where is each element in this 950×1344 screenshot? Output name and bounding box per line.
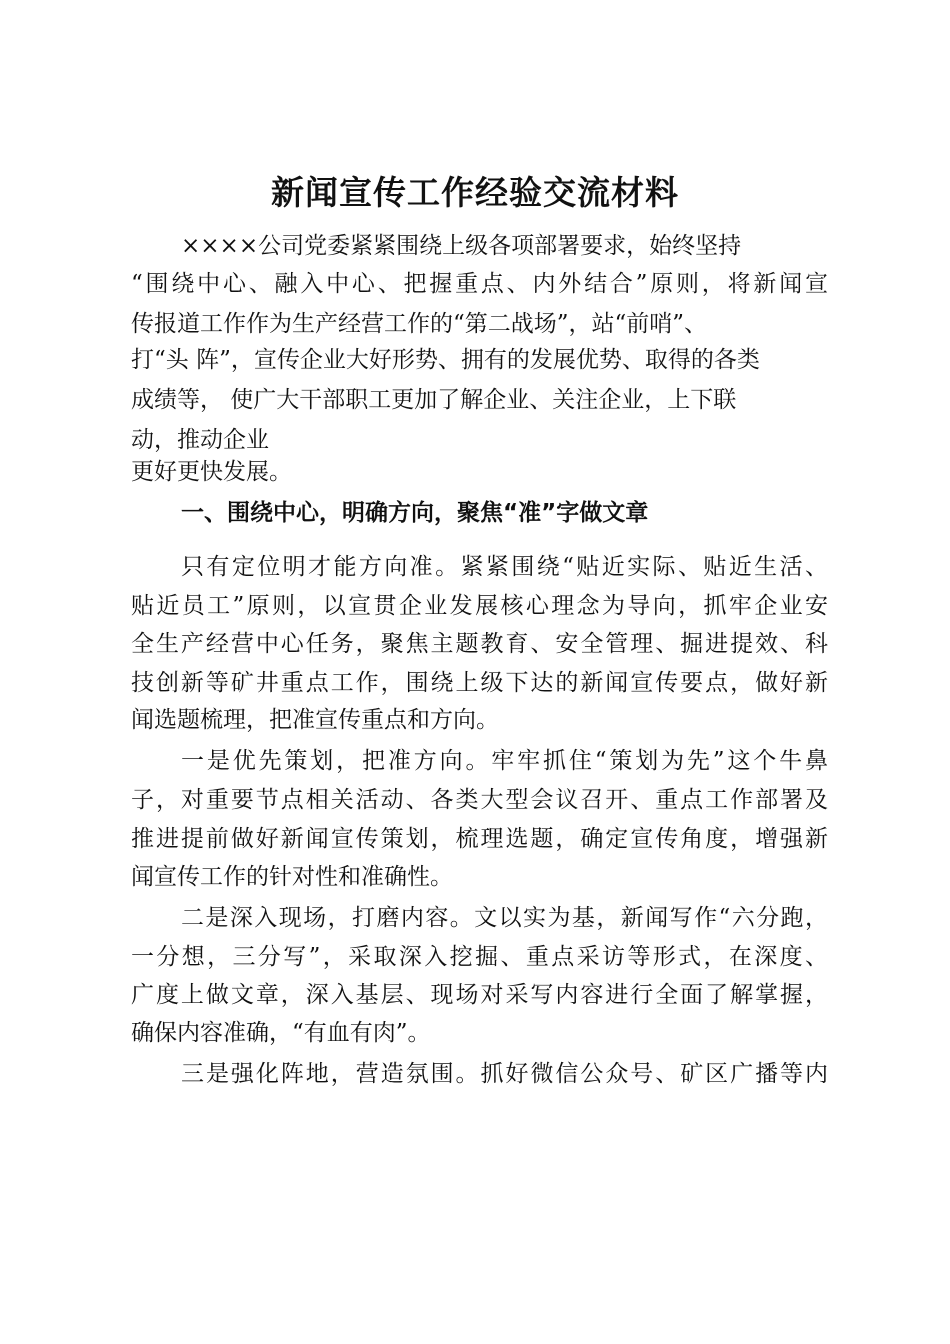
intro-line: 打“头 阵”，宣传企业大好形势、拥有的发展优势、取得的各类 [131, 347, 760, 373]
intro-line: 传报道工作作为生产经营工作的“第二战场”，站“前哨”、 [131, 311, 708, 337]
document-title: 新闻宣传工作经验交流材料 [271, 173, 679, 212]
paragraph-line: 二是深入现场，打磨内容。文以实为基，新闻写作“六分跑， [181, 905, 828, 931]
paragraph-line: 广度上做文章，深入基层、现场对采写内容进行全面了解掌握， [131, 982, 828, 1008]
paragraph-line: 一是优先策划，把准方向。牢牢抓住“策划为先”这个牛鼻 [181, 748, 828, 774]
paragraph-line: 贴近员工”原则，以宣贯企业发展核心理念为导向，抓牢企业安 [131, 593, 828, 619]
paragraph-line: 确保内容准确，“有血有肉”。 [131, 1020, 431, 1046]
intro-line: 更好更快发展。 [131, 459, 292, 485]
paragraph-line: 一分想，三分写”，采取深入挖掘、重点采访等形式，在深度、 [131, 944, 828, 970]
intro-line: 成绩等， 使广大干部职工更加了解企业、关注企业，上下联 [131, 387, 737, 413]
paragraph-line: 闻宣传工作的针对性和准确性。 [131, 864, 453, 890]
intro-line: “围绕中心、融入中心、把握重点、内外结合”原则，将新闻宣 [131, 271, 828, 297]
paragraph-line: 子，对重要节点相关活动、各类大型会议召开、重点工作部署及 [131, 787, 828, 813]
paragraph-line: 只有定位明才能方向准。紧紧围绕“贴近实际、贴近生活、 [181, 554, 828, 580]
paragraph-line: 闻选题梳理，把准宣传重点和方向。 [131, 707, 499, 733]
paragraph-line: 技创新等矿井重点工作，围绕上级下达的新闻宣传要点，做好新 [131, 670, 828, 696]
section-heading: 一、围绕中心，明确方向，聚焦“准”字做文章 [181, 500, 649, 526]
intro-line: ××××公司党委紧紧围绕上级各项部署要求，始终坚持 [181, 233, 742, 259]
intro-line: 动，推动企业 [131, 427, 269, 453]
paragraph-line: 三是强化阵地，营造氛围。抓好微信公众号、矿区广播等内 [181, 1061, 828, 1087]
paragraph-line: 全生产经营中心任务，聚焦主题教育、安全管理、掘进提效、科 [131, 631, 828, 657]
paragraph-line: 推进提前做好新闻宣传策划，梳理选题，确定宣传角度，增强新 [131, 826, 828, 852]
